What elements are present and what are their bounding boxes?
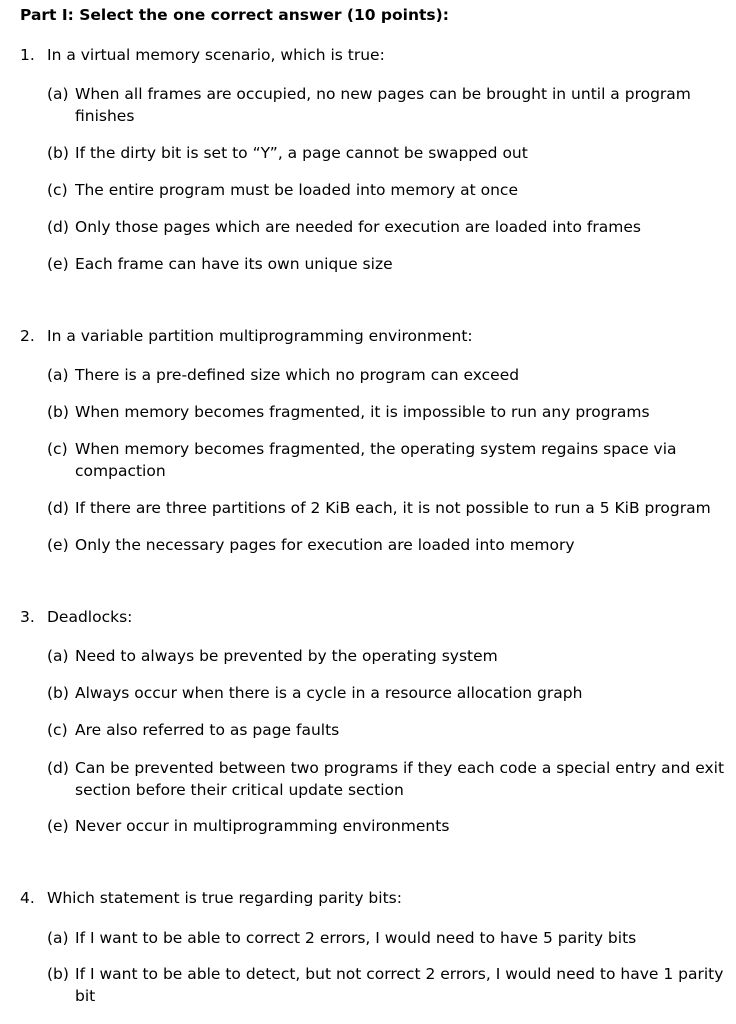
option-letter: (d) xyxy=(47,218,69,236)
option-2d xyxy=(47,497,727,519)
question-number: 2. xyxy=(20,327,35,345)
option-text: Always occur when there is a cycle in a resource allocation graph xyxy=(75,684,583,702)
option-1e xyxy=(47,253,727,275)
option-2a xyxy=(47,364,727,386)
option-4a xyxy=(47,927,727,949)
question-1 xyxy=(20,46,385,64)
option-3e xyxy=(47,815,727,837)
question-number: 4. xyxy=(20,889,35,907)
question-stem: In a virtual memory scenario, which is true: xyxy=(47,46,385,64)
option-letter: (e) xyxy=(47,817,69,835)
option-text: When all frames are occupied, no new pages can be brought in until a program finishes xyxy=(75,85,691,125)
option-3a xyxy=(47,645,727,667)
option-text: When memory becomes fragmented, the operating system regains space via compaction xyxy=(75,440,677,480)
option-3d xyxy=(47,757,727,801)
option-1d xyxy=(47,216,727,238)
option-3c xyxy=(47,719,727,741)
option-text: When memory becomes fragmented, it is impossible to run any programs xyxy=(75,403,650,421)
question-stem: In a variable partition multiprogramming environment: xyxy=(47,327,473,345)
option-letter: (e) xyxy=(47,255,69,273)
option-text: Need to always be prevented by the operating system xyxy=(75,647,498,665)
question-stem: Deadlocks: xyxy=(47,608,133,626)
option-letter: (c) xyxy=(47,721,68,739)
option-letter: (c) xyxy=(47,181,68,199)
part-title: Part I: Select the one correct answer (10 points): xyxy=(20,6,449,24)
option-text: Are also referred to as page faults xyxy=(75,721,340,739)
option-letter: (a) xyxy=(47,647,69,665)
option-letter: (d) xyxy=(47,499,69,517)
option-2e xyxy=(47,534,727,556)
option-letter: (a) xyxy=(47,929,69,947)
option-text: If the dirty bit is set to “Y”, a page cannot be swapped out xyxy=(75,144,528,162)
option-text: If there are three partitions of 2 KiB each, it is not possible to run a 5 KiB program xyxy=(75,499,711,517)
option-text: The entire program must be loaded into memory at once xyxy=(75,181,518,199)
option-letter: (c) xyxy=(47,440,68,458)
option-1c xyxy=(47,179,727,201)
option-1b xyxy=(47,142,727,164)
option-letter: (e) xyxy=(47,536,69,554)
question-number: 3. xyxy=(20,608,35,626)
question-stem: Which statement is true regarding parity bits: xyxy=(47,889,402,907)
question-number: 1. xyxy=(20,46,35,64)
option-letter: (b) xyxy=(47,144,69,162)
question-3 xyxy=(20,608,132,626)
option-text: If I want to be able to detect, but not correct 2 errors, I would need to have 1 parity bit xyxy=(75,965,724,1005)
option-text: Never occur in multiprogramming environments xyxy=(75,817,450,835)
question-2 xyxy=(20,327,473,345)
option-text: If I want to be able to correct 2 errors, I would need to have 5 parity bits xyxy=(75,929,637,947)
option-text: Only the necessary pages for execution are loaded into memory xyxy=(75,536,575,554)
option-letter: (b) xyxy=(47,965,69,983)
option-text: Each frame can have its own unique size xyxy=(75,255,393,273)
option-2c xyxy=(47,438,727,482)
option-letter: (d) xyxy=(47,759,69,777)
option-text: Only those pages which are needed for execution are loaded into frames xyxy=(75,218,641,236)
option-text: There is a pre-defined size which no program can exceed xyxy=(75,366,520,384)
option-text: Can be prevented between two programs if they each code a special entry and exit section before their critical update section xyxy=(75,759,725,799)
option-letter: (b) xyxy=(47,403,69,421)
option-letter: (a) xyxy=(47,366,69,384)
option-4b xyxy=(47,963,727,1007)
option-2b xyxy=(47,401,727,423)
option-3b xyxy=(47,682,727,704)
option-letter: (a) xyxy=(47,85,69,103)
option-letter: (b) xyxy=(47,684,69,702)
question-4 xyxy=(20,889,402,907)
option-1a xyxy=(47,83,727,127)
